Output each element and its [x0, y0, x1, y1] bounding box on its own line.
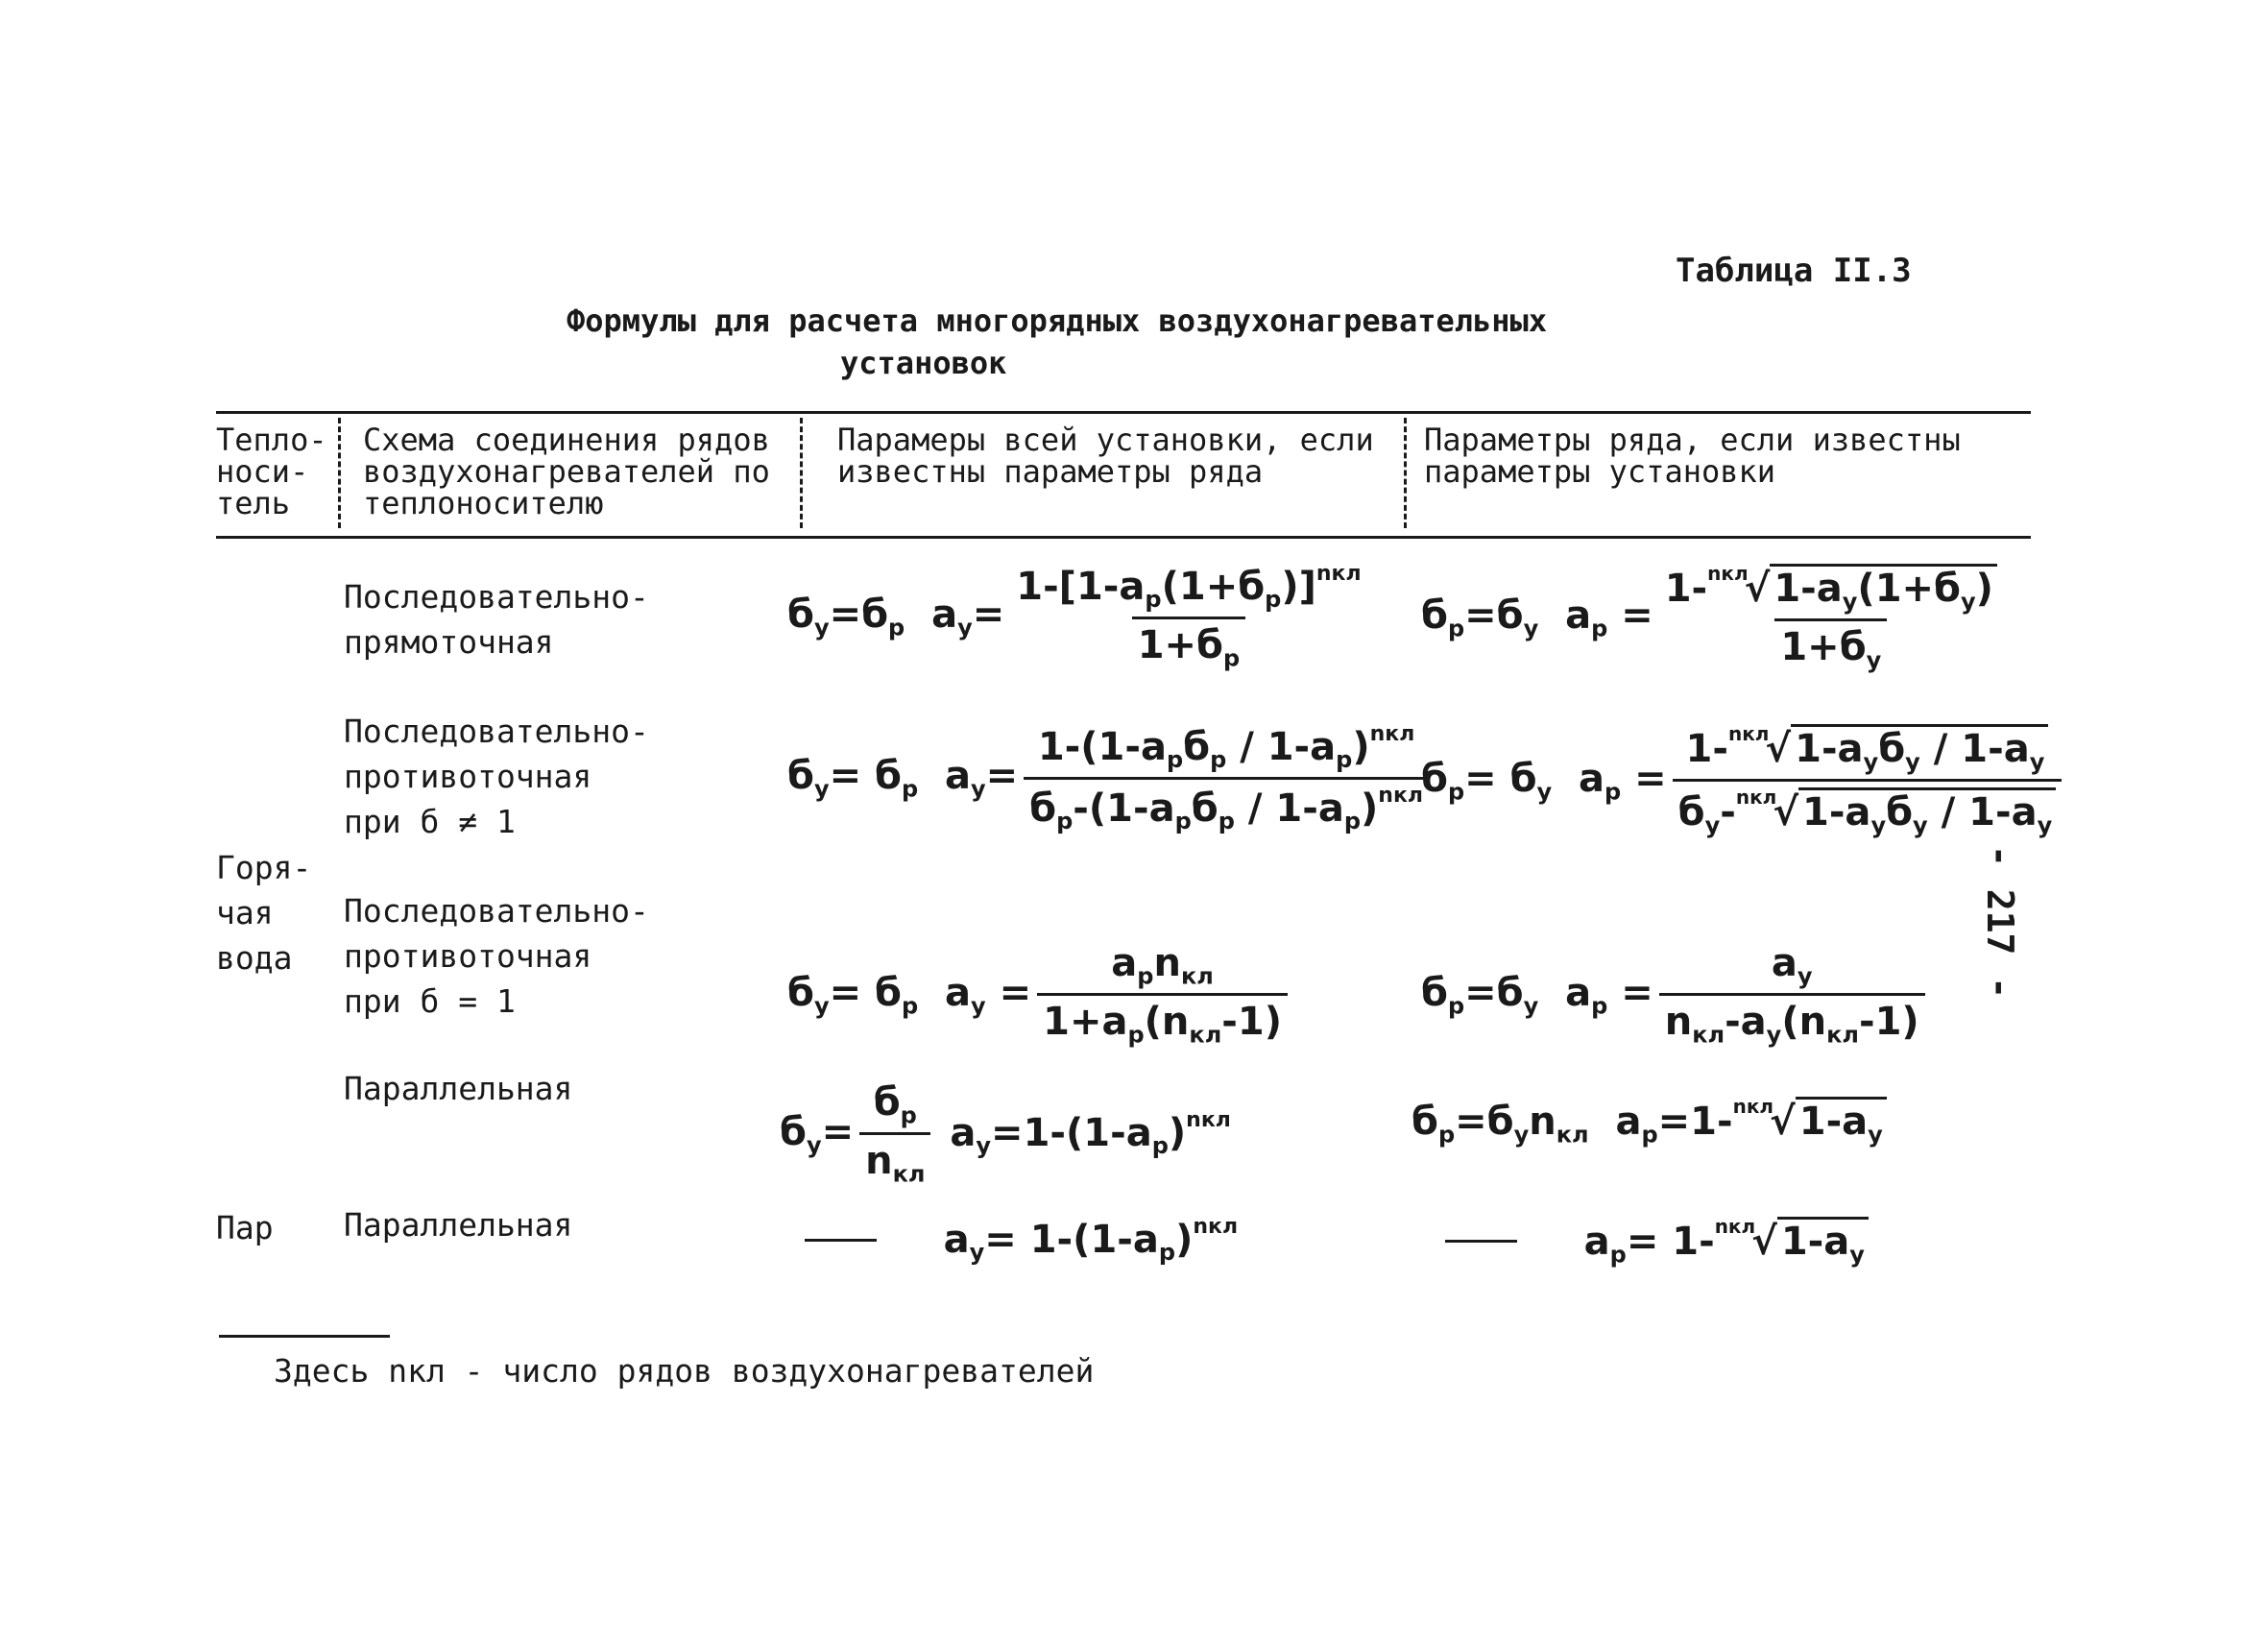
footnote: Здесь nкл - число рядов воздухонагревателей: [274, 1352, 1095, 1390]
dash-no-formula: [1445, 1240, 1517, 1243]
table-top-rule: [216, 411, 2031, 414]
scheme-row-5: Параллельная: [344, 1206, 573, 1244]
formula-row4-installation: $б_у=$ $\frac{б_р}{n_{кл}}$ $a_у=1-(1-a_р)^{nкл}$: [780, 1080, 1231, 1188]
formula-row5-row: $a_р= 1-^{nкл}√$ $1-a_у$: [1445, 1215, 1869, 1268]
carrier-hot-water: Горя- чая вода: [216, 849, 312, 977]
scheme-row-4: Параллельная: [344, 1070, 573, 1107]
formula-row2-installation: $б_у= б_р$ $a_у=$ $\frac{1-(1-a_рб_р / 1-a_р)^{nкл}}{б_р-(1-a_рб_р / 1-a_р)^{nкл}}$: [787, 722, 1435, 835]
formula-row4-row: $б_р=б_уn_{кл}$ $a_р=1-^{nкл}√$ $1-a_у$: [1411, 1095, 1887, 1148]
table-label: Таблица II.3: [1676, 252, 1912, 290]
carrier-steam: Пар: [216, 1209, 274, 1246]
table-header-rule: [216, 536, 2031, 539]
column-header-scheme: Схема соединения рядов воздухонагревателей по теплоносителю: [363, 422, 770, 521]
formula-row2-row: $б_р= б_у$ $a_р$ = $\frac{1-^{nкл}√ 1-a_уб_у / 1-a_у}{б_у-^{nкл}√ 1-a_уб_у / 1-a_у}$: [1421, 722, 2067, 839]
table-title: [567, 300, 1547, 384]
page-number: - 217 -: [1979, 845, 2021, 1000]
title-line-2: установок: [840, 345, 1007, 381]
title-line-1: Формулы для расчета многорядных воздухонагревательных: [567, 302, 1548, 339]
column-header-carrier: Тепло- носи- тель: [216, 422, 327, 521]
formula-row5-installation: $a_у= 1-(1-a_р)^{nкл}$: [805, 1215, 1238, 1266]
column-divider-1: [338, 418, 341, 528]
footnote-rule: [219, 1335, 390, 1338]
column-header-row: Параметры ряда, если известны параметры установки: [1424, 422, 1961, 490]
column-divider-3: [1404, 418, 1407, 528]
column-divider-2: [800, 418, 803, 528]
formula-row3-installation: $б_у= б_р$ $a_у$ = $\frac{a_рn_{кл}}{1+a_р(n_{кл}-1)}$: [787, 941, 1293, 1049]
column-header-installation: Парамеры всей установки, если известны параметры ряда: [837, 422, 1374, 490]
formula-row1-installation: $б_у=б_р$ $a_у=$ $\frac{1-[1-a_р(1+б_р)]^{nкл}}{1+б_р}$: [787, 562, 1362, 672]
scheme-row-3: Последовательно- противоточная при б = 1: [344, 892, 649, 1020]
scheme-row-1: Последовательно- прямоточная: [344, 578, 649, 661]
scheme-row-2: Последовательно- противоточная при б ≠ 1: [344, 713, 649, 840]
formula-row3-row: $б_р=б_у$ $a_р$ = $\frac{a_у}{n_{кл}-a_у(n_{кл}-1)}$: [1421, 941, 1931, 1049]
dash-no-formula: [805, 1239, 877, 1242]
formula-row1-row: $б_р=б_у$ $a_р$ = $\frac{1-^{nкл}√ 1-a_у(1+б_у)}{1+б_у}$: [1421, 562, 2009, 674]
